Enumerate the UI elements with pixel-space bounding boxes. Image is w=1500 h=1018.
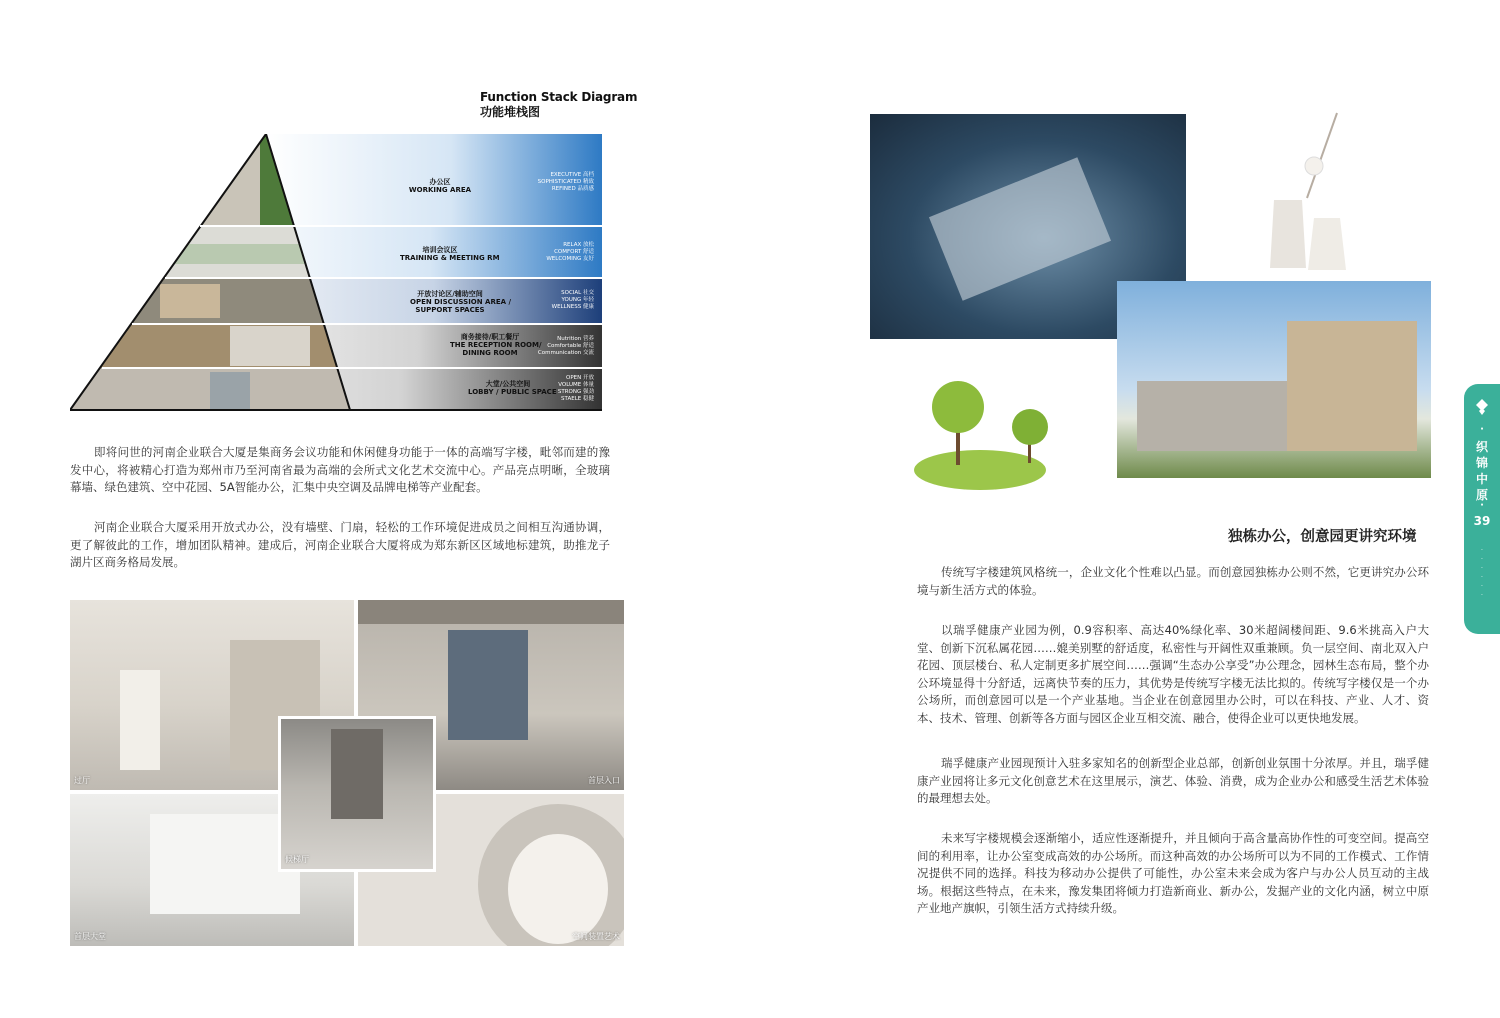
left-paragraph-2: 河南企业联合大厦采用开放式办公，没有墙壁、门扇，轻松的工作环境促进成员之间相互沟通协调，更了解彼此的工作，增加团队精神。建成后，河南企业联合大厦将成为郑东新区区域地标建筑，助推龙子湖片区商务格局发展。: [70, 520, 610, 569]
photo-elevator-hall: [278, 716, 436, 872]
tier-words-working: EXECUTIVE 高档 SOPHISTICATED 精致 REFINED 品质感: [537, 172, 594, 192]
tier-label-working: 办公区 WORKING AREA: [408, 178, 472, 194]
diagram-title-cn: 功能堆栈图: [480, 105, 541, 119]
caption-art-installation: 空间装置艺术: [572, 932, 620, 941]
caption-entrance: 首层入口: [588, 776, 620, 785]
right-paragraph-1: 传统写字楼建筑风格统一，企业文化个性难以凸显。而创意园独栋办公则不然，它更讲究办公环境与新生活方式的体验。: [917, 565, 1429, 597]
green-trees-illustration: [910, 375, 1060, 495]
tab-dot-bottom: ·: [1480, 500, 1484, 511]
tab-title-char-2: 锦: [1475, 456, 1488, 470]
tier-words-lobby: OPEN 开放 VOLUME 体量 STRONG 强劲 STAELE 稳健: [557, 375, 594, 402]
page-number: 39: [1473, 514, 1491, 528]
tier-words-discussion: SOCIAL 社交 YOUNG 年轻 WELLNESS 健康: [551, 290, 594, 310]
right-heading: 独栋办公，创意园更讲究环境: [1228, 529, 1417, 545]
tab-dot-top: ·: [1480, 424, 1484, 435]
side-tab: [1464, 384, 1500, 634]
tier-words-training: RELAX 放松 COMFORT 舒适 WELCOMING 友好: [546, 242, 594, 262]
tier-label-training: 培训会议区 TRAINING & MEETING RM: [400, 246, 500, 262]
right-paragraph-4: 未来写字楼规模会逐渐缩小，适应性逐渐提升，并且倾向于高含量高协作性的可变空间。提高空间的利用率，让办公室变成高效的办公场所。而这种高效的办公场所可以为不同的工作模式、工作情况提供不同的选择。科技为移动办公提供了可能性，办公室未来会成为客户与办公人员互动的主战场。根据这些特点，在未来，豫发集团将倾力打造新商业、新办公，发掘产业的文化内涵，树立中原产业地产旗帜，引领生活方式持续升级。: [917, 831, 1429, 915]
left-paragraph-1: 即将问世的河南企业联合大厦是集商务会议功能和休闲健身功能于一体的高端写字楼，毗邻而建的豫发中心，将被精心打造为郑州市乃至河南省最为高端的会所式文化艺术交流中心。产品亮点明晰，全玻璃幕墙、绿色建筑、空中花园、5A智能办公，汇集中央空调及品牌电梯等产业配套。: [70, 445, 610, 494]
tier-label-discussion: 开放讨论区/辅助空间 OPEN DISCUSSION AREA / SUPPORT SPACES: [410, 290, 512, 314]
diagram-title-en: Function Stack Diagram: [480, 90, 638, 104]
tab-small-dots: · · · · · ·: [1481, 547, 1483, 599]
tab-title-char-4: 原: [1475, 488, 1488, 502]
tier-label-lobby: 大堂/公共空间 LOBBY / PUBLIC SPACE: [468, 380, 557, 396]
tab-title-char-1: 织: [1475, 440, 1488, 454]
cotton-spool-image: [1262, 108, 1372, 273]
right-paragraph-2: 以瑞孚健康产业园为例，0.9容积率、高达40%绿化率、30米超阔楼间距、9.6米挑高入户大堂、创新下沉私属花园……媲美别墅的舒适度，私密性与开阔性双重兼顾。负一层空间、南北双入户花园、顶层楼台、私人定制更多扩展空间……强调“生态办公享受”办公理念，园林生态布局，整个办公环境显得十分舒适，远离快节奏的压力，其优势是传统写字楼无法比拟的。传统写字楼仅是一个办公场所，而创意园可以是一个产业基地。当企业在创意园里办公时，可以在科技、产业、人才、资本、技术、管理、创新等各方面与园区企业互相交流、融合，使得企业可以更快地发展。: [917, 623, 1429, 725]
tier-label-reception: 商务接待/职工餐厅 THE RECEPTION ROOM/ DINING ROOM: [450, 333, 542, 357]
caption-lobby: 首层大堂: [74, 932, 106, 941]
logo-icon: [1473, 398, 1491, 416]
right-paragraph-3: 瑞孚健康产业园现预计入驻多家知名的创新型企业总部，创新创业氛围十分浓厚。并且，瑞孚健康产业园将让多元文化创意艺术在这里展示，演艺、体验、消费，成为企业办公和感受生活艺术体验的最理想去处。: [917, 756, 1429, 805]
interior-photo-collage: [70, 600, 624, 946]
function-stack-pyramid: [70, 134, 602, 412]
tab-title-char-3: 中: [1475, 472, 1488, 486]
caption-hallway: 过厅: [74, 776, 90, 785]
photo-office-building: [1117, 281, 1431, 478]
caption-elevator-hall: 候梯厅: [285, 855, 309, 864]
tier-words-reception: Nutrition 营养 Comfortable 舒适 Communication 交流: [537, 336, 594, 356]
